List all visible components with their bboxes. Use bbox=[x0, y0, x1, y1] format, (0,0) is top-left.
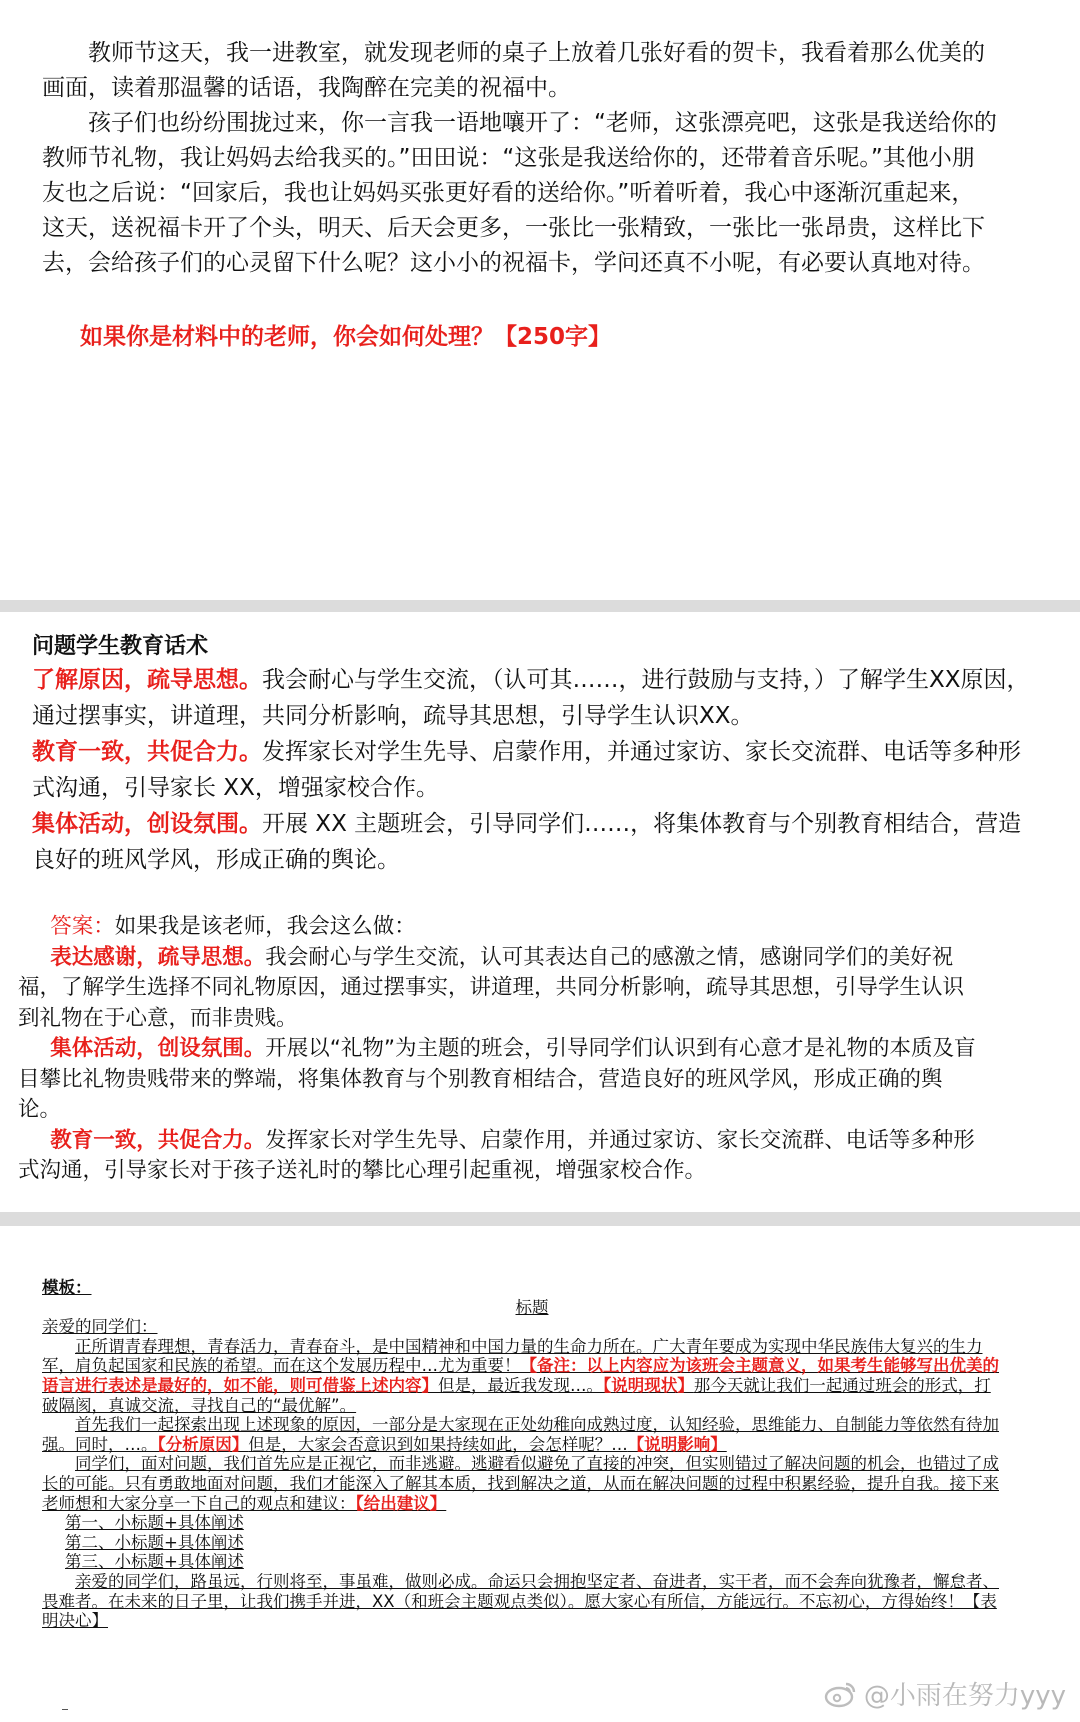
text-span: 正所谓青春理想，青春活力，青春奋斗，是中国精神和中国力量的生命力所在。广大青年要成为实现中华民族伟大复兴的生力军，肩负起国家和民族的希望。而在这个发展历程中…尤为重要！ bbox=[42, 1336, 983, 1376]
note-tag: 【分析原因】 bbox=[157, 1434, 249, 1454]
answer-item bbox=[18, 1126, 978, 1187]
material-paragraph-2: 孩子们也纷纷围拢过来，你一言我一语地嚷开了：“老师，这张漂亮吧，这张是我送给你的教师节礼物，我让妈妈去给我买的。”田田说：“这张是我送给你的，还带着音乐呢。”其他小朋友也之后说：“回家后，我也让妈妈买张更好看的送给你。”听着听着，我心中逐渐沉重起来，这天，送祝福卡开了个头，明天、后天会更多，一张比一张精致，一张比一张昂贵，这样比下去，会给孩子们的心灵留下什么呢？这小小的祝福卡，学问还真不小呢，有必要认真地对待。 bbox=[42, 110, 997, 276]
answer-block bbox=[18, 912, 978, 1187]
answer-intro-line bbox=[18, 912, 978, 943]
speech-section bbox=[0, 612, 1080, 1212]
material-paragraph-1: 教师节这天，我一进教室，就发现老师的桌子上放着几张好看的贺卡，我看着那么优美的画面，读着那温馨的话语，我陶醉在完美的祝福中。 bbox=[42, 40, 985, 101]
text-span: 但是，最近我发现…。 bbox=[438, 1375, 603, 1395]
answer-body: 发挥家长对学生先导、启蒙作用，并通过家访、家长交流群、电话等多种形式沟通，引导家长对于孩子送礼时的攀比心理引起重视，增强家校合作。 bbox=[18, 1127, 975, 1183]
tip-item bbox=[32, 662, 1042, 734]
answer-item bbox=[18, 943, 978, 1035]
stray-mark bbox=[62, 1709, 68, 1710]
tip-item bbox=[32, 806, 1042, 878]
answer-head: 表达感谢，疏导思想。 bbox=[50, 944, 266, 970]
weibo-icon bbox=[824, 1680, 858, 1708]
note-tag: 【说明影响】 bbox=[627, 1434, 727, 1454]
answer-head: 集体活动，创设氛围。 bbox=[50, 1036, 266, 1061]
answer-intro: 如果我是该老师，我会这么做： bbox=[114, 914, 416, 939]
tips-list bbox=[32, 662, 1042, 878]
tip-head: 集体活动，创设氛围。 bbox=[32, 811, 262, 837]
template-text bbox=[42, 1278, 1002, 1631]
text-span: 那今天就让我们一起通过班会的形式，打破隔阂，真诚交流，寻找自己的“最优解”。 bbox=[42, 1375, 991, 1415]
note-tag: 【给出建议】 bbox=[355, 1493, 447, 1513]
template-paragraph-2 bbox=[42, 1415, 1002, 1454]
template-list-item: 第二、小标题+具体阐述 bbox=[65, 1532, 244, 1552]
question-text: 如果你是材料中的老师，你会如何处理？【250字】 bbox=[80, 324, 612, 350]
text-span: 首先我们一起探索出现上述现象的原因，一部分是大家现在正处幼稚向成熟过度，认知经验，思维能力、自制能力等依然有待加强。同时，…。 bbox=[42, 1415, 999, 1454]
text-span: 但是，大家会否意识到如果持续如此，会怎样呢？… bbox=[248, 1434, 628, 1454]
note-tag: 【说明现状】 bbox=[603, 1375, 694, 1395]
answer-label: 答案： bbox=[50, 914, 115, 939]
answer-body: 开展以“礼物”为主题的班会，引导同学们认识到有心意才是礼物的本质及盲目攀比礼物贵贱带来的弊端，将集体教育与个别教育相结合，营造良好的班风学风，形成正确的舆论。 bbox=[18, 1036, 976, 1122]
tip-head: 教育一致，共促合力。 bbox=[32, 739, 262, 765]
tip-body: 发挥家长对学生先导、启蒙作用，并通过家访、家长交流群、电话等多种形式沟通，引导家长 XX，增强家校合作。 bbox=[32, 739, 1021, 801]
note-tag: 【备注：以上内容应为该班会主题意义，如果考生能够写出优美的语言进行表述是最好的，如不能，则可借鉴上述内容】 bbox=[42, 1356, 999, 1395]
section-divider bbox=[0, 1212, 1080, 1226]
template-paragraph-3 bbox=[42, 1454, 1002, 1513]
answer-head: 教育一致，共促合力。 bbox=[50, 1127, 266, 1153]
text-span: 同学们，面对问题，我们首先应是正视它，而非逃避。逃避看似避免了直接的冲突，但实则错过了解决问题的机会，也错过了成长的可能。只有勇敢地面对问题，我们才能深入了解其本质，找到解决之道，从而在解决问题的过程中积累经验，提升自我。接下来老师想和大家分享一下自己的观点和建议： bbox=[42, 1454, 999, 1513]
material-text bbox=[42, 36, 997, 281]
material-section bbox=[0, 0, 1080, 600]
tip-head: 了解原因，疏导思想。 bbox=[32, 667, 262, 693]
template-list-item: 第一、小标题+具体阐述 bbox=[65, 1513, 244, 1533]
template-list-item: 第三、小标题+具体阐述 bbox=[65, 1552, 244, 1572]
template-paragraph-4: 亲爱的同学们，路虽远，行则将至，事虽难，做则必成。命运只会拥抱坚定者、奋进者，实干者，而不会奔向犹豫者，懈怠者、畏难者。在未来的日子里，让我们携手并进，XX（和班会主题观点类似）。愿大家心有所信，方能远行。不忘初心，方得始终！【表明决心】 bbox=[42, 1571, 999, 1631]
tip-item bbox=[32, 734, 1042, 806]
section-title: 问题学生教育话术 bbox=[32, 634, 209, 659]
watermark-text: @小雨在努力yyy bbox=[863, 1681, 1066, 1711]
answer-item bbox=[18, 1034, 978, 1126]
tip-body: 我会耐心与学生交流，（认可其……，进行鼓励与支持，）了解学生XX原因，通过摆事实，讲道理，共同分析影响，疏导其思想，引导学生认识XX。 bbox=[32, 667, 1030, 729]
template-greeting: 亲爱的同学们： bbox=[42, 1317, 158, 1337]
template-section bbox=[0, 1226, 1080, 1722]
template-title: 标题 bbox=[515, 1297, 549, 1317]
tip-body: 开展 XX 主题班会，引导同学们……，将集体教育与个别教育相结合，营造良好的班风学风，形成正确的舆论。 bbox=[32, 811, 1022, 873]
template-paragraph-1 bbox=[42, 1337, 1002, 1415]
watermark bbox=[824, 1675, 1066, 1712]
template-label: 模板： bbox=[42, 1278, 92, 1297]
answer-body: 我会耐心与学生交流，认可其表达自己的感激之情，感谢同学们的美好祝福，了解学生选择不同礼物原因，通过摆事实，讲道理，共同分析影响，疏导其思想，引导学生认识到礼物在于心意，而非贵贱。 bbox=[18, 944, 965, 1031]
section-divider bbox=[0, 600, 1080, 612]
